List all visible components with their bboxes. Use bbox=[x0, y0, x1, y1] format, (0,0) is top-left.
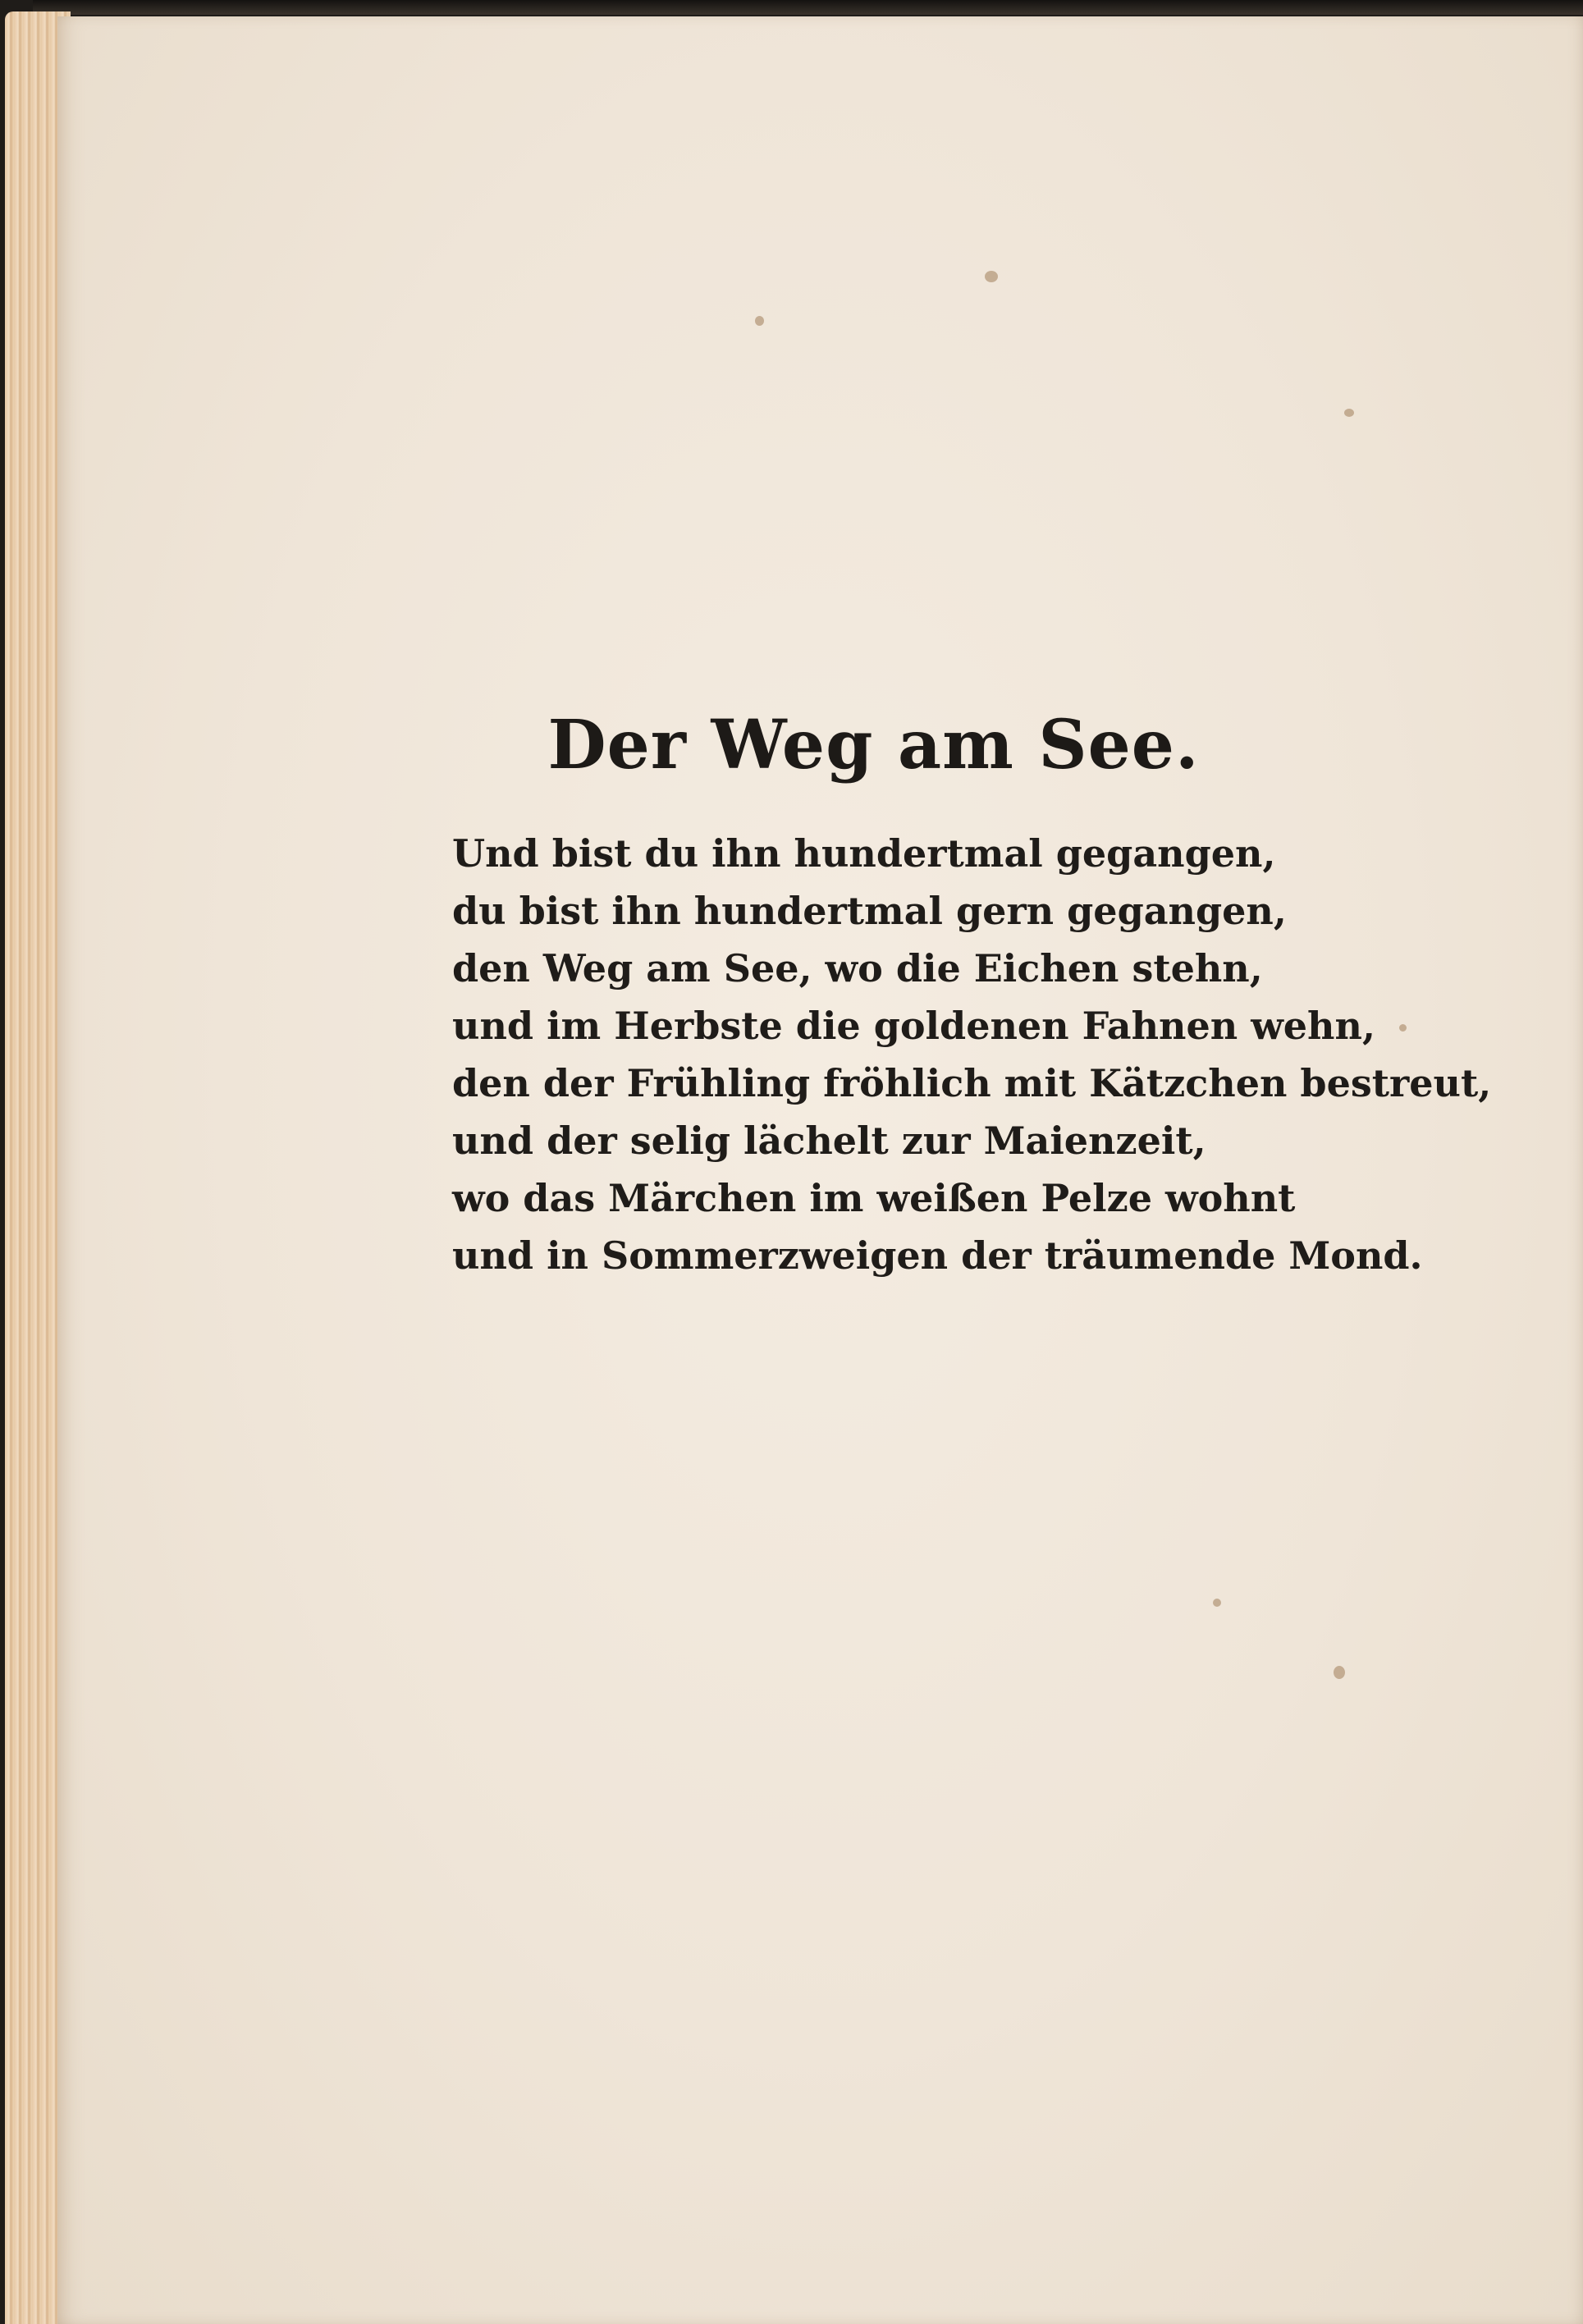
poem-line: Und bist du ihn hundertmal gegangen, bbox=[452, 831, 1276, 876]
poem-line: wo das Märchen im weißen Pelze wohnt bbox=[452, 1176, 1296, 1220]
paper-speck bbox=[755, 316, 764, 326]
poem-title: Der Weg am See. bbox=[547, 706, 1200, 785]
book-top-edge bbox=[33, 0, 1583, 15]
paper-speck bbox=[1344, 409, 1354, 417]
poem-line: du bist ihn hundertmal gern gegangen, bbox=[452, 889, 1287, 933]
poem-line: den Weg am See, wo die Eichen stehn, bbox=[452, 946, 1263, 990]
paper-speck bbox=[1213, 1599, 1221, 1607]
poem-line: und in Sommerzweigen der träumende Mond. bbox=[452, 1233, 1423, 1278]
poem-line: und der selig lächelt zur Maienzeit, bbox=[452, 1119, 1206, 1163]
poem-line: den der Frühling fröhlich mit Kätzchen bestreut, bbox=[452, 1061, 1492, 1105]
poem-body bbox=[452, 825, 1492, 1284]
poem-line: und im Herbste die goldenen Fahnen wehn, bbox=[452, 1004, 1375, 1048]
paper-speck bbox=[1334, 1666, 1345, 1679]
paper-speck bbox=[985, 271, 998, 282]
